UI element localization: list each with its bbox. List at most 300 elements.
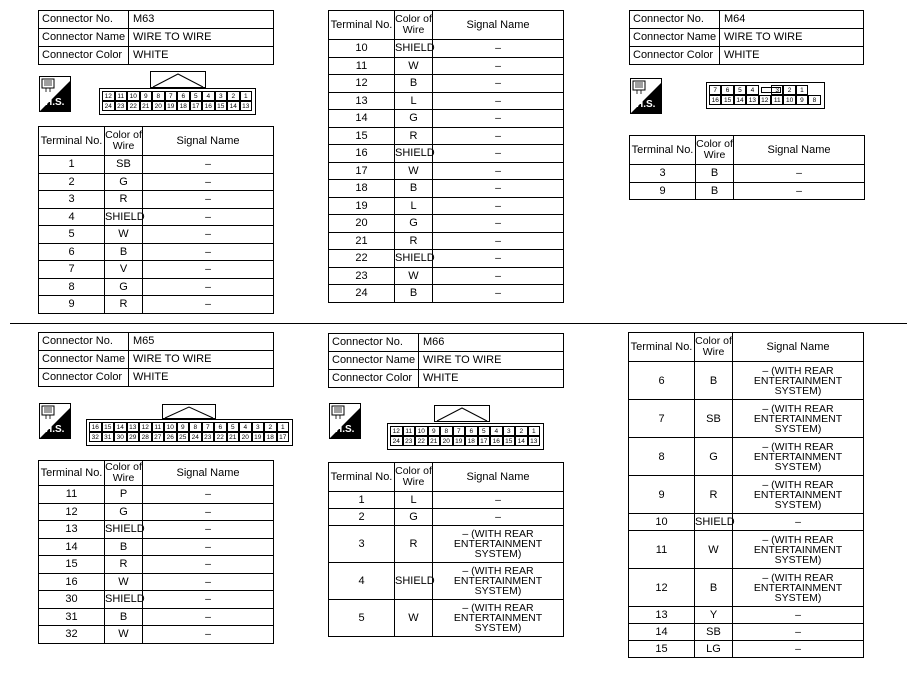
header-terminal-no: Terminal No. xyxy=(39,461,105,486)
table-row xyxy=(39,556,274,574)
terminal-no-cell: 5 xyxy=(39,226,105,244)
signal-name-cell: – xyxy=(433,162,564,180)
terminal-no-cell: 14 xyxy=(39,538,105,556)
hs-icon xyxy=(39,76,71,112)
wire-color-cell: P xyxy=(105,486,143,504)
terminal-no-cell: 23 xyxy=(329,267,395,285)
connector-pin: 16 xyxy=(709,95,721,105)
table-row xyxy=(329,509,564,526)
table-row xyxy=(629,569,864,607)
wire-color-cell: B xyxy=(696,165,734,183)
connector-pin: 12 xyxy=(139,422,152,432)
connector-pin: 14 xyxy=(114,422,127,432)
signal-name-cell: – xyxy=(433,127,564,145)
signal-name-cell: – xyxy=(433,509,564,526)
wire-color-cell: R xyxy=(105,556,143,574)
table-row xyxy=(629,514,864,531)
connector-pin: 17 xyxy=(478,436,491,446)
connector-no-label: Connector No. xyxy=(39,333,129,351)
terminal-no-cell: 5 xyxy=(329,600,395,637)
terminal-no-cell: 32 xyxy=(39,626,105,644)
connector-pin: 11 xyxy=(771,95,783,105)
terminal-no-cell: 4 xyxy=(39,208,105,226)
connector-no: M66 xyxy=(419,334,564,352)
table-row xyxy=(329,57,564,75)
connector-name: WIRE TO WIRE xyxy=(720,29,864,47)
wire-color-cell: B xyxy=(695,569,733,607)
hs-label: H.S. xyxy=(636,99,656,110)
table-row xyxy=(629,641,864,658)
wire-color-cell: L xyxy=(395,492,433,509)
table-row xyxy=(39,538,274,556)
table-row xyxy=(329,563,564,600)
wire-color-cell: LG xyxy=(695,641,733,658)
wire-color-cell: B xyxy=(395,285,433,303)
connector-pin: 23 xyxy=(115,101,128,111)
connector-pin: 22 xyxy=(214,432,227,442)
wire-color-cell: SHIELD xyxy=(395,563,433,600)
table-row xyxy=(39,573,274,591)
hs-icon xyxy=(39,403,71,439)
wire-color-cell: G xyxy=(105,503,143,521)
table-row xyxy=(329,285,564,303)
table-row xyxy=(629,624,864,641)
header-terminal-no: Terminal No. xyxy=(329,11,395,40)
signal-name-cell: – xyxy=(143,226,274,244)
connector-lock-tab xyxy=(434,405,490,422)
connector-pin: 26 xyxy=(164,432,177,442)
wire-color-cell: B xyxy=(105,243,143,261)
signal-name-cell: – xyxy=(143,538,274,556)
connector-pin: 29 xyxy=(127,432,140,442)
connector-pin: 15 xyxy=(721,95,733,105)
header-color-of-wire: Color of Wire xyxy=(395,463,433,492)
terminal-no-cell: 15 xyxy=(329,127,395,145)
wire-color-cell: SHIELD xyxy=(105,521,143,539)
wire-color-cell: G xyxy=(695,438,733,476)
connector-pin: 11 xyxy=(115,91,128,101)
wire-color-cell: R xyxy=(695,476,733,514)
connector-pin: 5 xyxy=(190,91,203,101)
header-signal-name: Signal Name xyxy=(143,461,274,486)
signal-name-cell: – xyxy=(143,591,274,609)
table-row xyxy=(39,208,274,226)
connector-pin: 7 xyxy=(709,85,721,95)
connector-info-m65 xyxy=(38,332,274,387)
terminal-table-container xyxy=(628,332,864,658)
hs-icon xyxy=(630,78,662,114)
wire-color-cell: W xyxy=(105,626,143,644)
terminal-no-cell: 7 xyxy=(629,400,695,438)
terminal-no-cell: 9 xyxy=(39,296,105,314)
terminal-no-cell: 9 xyxy=(629,476,695,514)
connector-pin: 18 xyxy=(177,101,190,111)
signal-name-cell: – xyxy=(143,156,274,174)
connector-pin: 3 xyxy=(252,422,265,432)
signal-name-cell: – xyxy=(433,492,564,509)
hs-label: H.S. xyxy=(45,424,65,435)
header-signal-name: Signal Name xyxy=(433,11,564,40)
connector-name: WIRE TO WIRE xyxy=(129,351,274,369)
connector-pin: 4 xyxy=(490,426,503,436)
table-row xyxy=(329,526,564,563)
signal-name-cell: – xyxy=(143,278,274,296)
table-row xyxy=(329,267,564,285)
wire-color-cell: B xyxy=(395,75,433,93)
table-row xyxy=(329,232,564,250)
connector-pin: 12 xyxy=(390,426,403,436)
terminal-no-cell: 22 xyxy=(329,250,395,268)
connector-info-m66 xyxy=(328,333,564,388)
table-row xyxy=(329,197,564,215)
wire-color-cell: W xyxy=(395,600,433,637)
connector-pin: 12 xyxy=(759,95,771,105)
header-signal-name: Signal Name xyxy=(733,333,864,362)
connector-pin: 14 xyxy=(227,101,240,111)
connector-color: WHITE xyxy=(720,47,864,65)
signal-name-cell: – xyxy=(143,261,274,279)
signal-name-cell: – xyxy=(433,75,564,93)
wire-color-cell: SHIELD xyxy=(105,208,143,226)
connector-pin: 2 xyxy=(264,422,277,432)
signal-name-cell: – xyxy=(733,607,864,624)
connector-color-label: Connector Color xyxy=(39,369,129,387)
connector-pin: 14 xyxy=(515,436,528,446)
wire-color-cell: SHIELD xyxy=(395,145,433,163)
connector-pin: 16 xyxy=(202,101,215,111)
connector-pin: 21 xyxy=(140,101,153,111)
table-row xyxy=(39,608,274,626)
header-color-of-wire: Color of Wire xyxy=(696,136,734,165)
signal-name-cell: – xyxy=(143,243,274,261)
connector-pin: 15 xyxy=(503,436,516,446)
connector-pin: 4 xyxy=(746,85,758,95)
terminal-no-cell: 16 xyxy=(329,145,395,163)
table-row xyxy=(39,591,274,609)
signal-name-cell: – xyxy=(143,556,274,574)
terminal-no-cell: 15 xyxy=(39,556,105,574)
terminal-no-cell: 1 xyxy=(329,492,395,509)
terminal-table-container xyxy=(38,126,274,314)
header-color-of-wire: Color of Wire xyxy=(105,461,142,484)
connector-pin: 25 xyxy=(177,432,190,442)
connector-no: M63 xyxy=(129,11,274,29)
table-row xyxy=(39,278,274,296)
signal-name-cell: – xyxy=(143,208,274,226)
wire-color-cell: SB xyxy=(695,400,733,438)
wire-color-cell: W xyxy=(395,162,433,180)
signal-name-cell: – xyxy=(143,296,274,314)
connector-pin: 7 xyxy=(453,426,466,436)
terminal-no-cell: 15 xyxy=(629,641,695,658)
signal-name-cell: – xyxy=(143,486,274,504)
wire-color-cell: Y xyxy=(695,607,733,624)
connector-pin: 9 xyxy=(177,422,190,432)
connector-no: M65 xyxy=(129,333,274,351)
connector-color: WHITE xyxy=(419,370,564,388)
connector-pin: 13 xyxy=(127,422,140,432)
terminal-no-cell: 3 xyxy=(39,191,105,209)
wire-color-cell: W xyxy=(695,531,733,569)
signal-name-cell: – xyxy=(143,173,274,191)
table-row xyxy=(630,182,865,200)
connector-pin: 16 xyxy=(89,422,102,432)
signal-name-cell: – xyxy=(143,626,274,644)
wire-color-cell: R xyxy=(105,191,143,209)
terminal-no-cell: 14 xyxy=(329,110,395,128)
terminal-no-cell: 31 xyxy=(39,608,105,626)
table-row xyxy=(39,173,274,191)
terminal-no-cell: 21 xyxy=(329,232,395,250)
connector-info-m63 xyxy=(38,10,274,65)
wire-color-cell: V xyxy=(105,261,143,279)
connector-pin: 9 xyxy=(796,95,808,105)
connector-pin: 7 xyxy=(202,422,215,432)
connector-color: WHITE xyxy=(129,369,274,387)
wire-color-cell: L xyxy=(395,92,433,110)
connector-pin: 19 xyxy=(252,432,265,442)
signal-name-cell: – (WITH REAR ENTERTAINMENT SYSTEM) xyxy=(733,362,864,400)
connector-pin: 2 xyxy=(227,91,240,101)
connector-pin: 24 xyxy=(390,436,403,446)
signal-name-cell: – xyxy=(143,608,274,626)
connector-pin: 11 xyxy=(403,426,416,436)
table-row xyxy=(629,476,864,514)
header-color-of-wire: Color of Wire xyxy=(395,11,433,40)
connector-pin: 21 xyxy=(428,436,441,446)
hs-label: H.S. xyxy=(45,97,65,108)
connector-pin: 21 xyxy=(227,432,240,442)
connector-pin: 19 xyxy=(453,436,466,446)
connector-info-m64 xyxy=(629,10,864,65)
terminal-table xyxy=(328,462,564,637)
header-signal-name: Signal Name xyxy=(433,463,564,492)
connector-pin: 8 xyxy=(808,95,820,105)
header-color-of-wire: Color of Wire xyxy=(695,333,733,362)
connector-color-label: Connector Color xyxy=(630,47,720,65)
wire-color-cell: G xyxy=(105,278,143,296)
header-signal-name: Signal Name xyxy=(143,127,274,156)
connector-pin: 3 xyxy=(215,91,228,101)
wire-color-cell: W xyxy=(105,573,143,591)
signal-name-cell: – xyxy=(734,165,865,183)
signal-name-cell: – (WITH REAR ENTERTAINMENT SYSTEM) xyxy=(433,600,564,637)
signal-name-cell: – xyxy=(433,285,564,303)
connector-name-label: Connector Name xyxy=(39,351,129,369)
table-row xyxy=(329,110,564,128)
connector-name-label: Connector Name xyxy=(630,29,720,47)
table-row xyxy=(329,492,564,509)
connector-pin: 32 xyxy=(89,432,102,442)
header-terminal-no: Terminal No. xyxy=(39,127,105,156)
signal-name-cell: – xyxy=(433,110,564,128)
connector-pin: 15 xyxy=(102,422,115,432)
wire-color-cell: B xyxy=(696,182,734,200)
terminal-no-cell: 10 xyxy=(629,514,695,531)
connector-pin: 10 xyxy=(164,422,177,432)
signal-name-cell: – xyxy=(433,57,564,75)
connector-pin: 8 xyxy=(152,91,165,101)
connector-pin: 30 xyxy=(114,432,127,442)
connector-pin: 1 xyxy=(796,85,808,95)
wire-color-cell: R xyxy=(105,296,143,314)
terminal-no-cell: 12 xyxy=(629,569,695,607)
terminal-table xyxy=(628,332,864,658)
terminal-no-cell: 6 xyxy=(39,243,105,261)
connector-pin: 12 xyxy=(102,91,115,101)
table-row xyxy=(39,191,274,209)
terminal-table xyxy=(38,126,274,314)
terminal-no-cell: 7 xyxy=(39,261,105,279)
wire-color-cell: W xyxy=(395,57,433,75)
terminal-no-cell: 19 xyxy=(329,197,395,215)
signal-name-cell: – (WITH REAR ENTERTAINMENT SYSTEM) xyxy=(733,476,864,514)
connector-pin: 17 xyxy=(190,101,203,111)
connector-pin: 17 xyxy=(277,432,290,442)
signal-name-cell: – xyxy=(433,180,564,198)
connector-pin: 31 xyxy=(102,432,115,442)
signal-name-cell: – xyxy=(433,232,564,250)
terminal-no-cell: 6 xyxy=(629,362,695,400)
connector-pin: 7 xyxy=(165,91,178,101)
table-row xyxy=(629,438,864,476)
table-row xyxy=(629,362,864,400)
connector-pin: 20 xyxy=(239,432,252,442)
signal-name-cell: – (WITH REAR ENTERTAINMENT SYSTEM) xyxy=(433,526,564,563)
terminal-table-container xyxy=(629,135,865,200)
wire-color-cell: R xyxy=(395,127,433,145)
terminal-no-cell: 11 xyxy=(629,531,695,569)
connector-name-label: Connector Name xyxy=(39,29,129,47)
connector-pin: 27 xyxy=(152,432,165,442)
signal-name-cell: – xyxy=(143,521,274,539)
signal-name-cell: – xyxy=(143,503,274,521)
wire-color-cell: SHIELD xyxy=(395,40,433,58)
connector-pin: 23 xyxy=(403,436,416,446)
connector-name: WIRE TO WIRE xyxy=(419,352,564,370)
table-row xyxy=(329,180,564,198)
connector-color: WHITE xyxy=(129,47,274,65)
connector-pin: 18 xyxy=(264,432,277,442)
table-row xyxy=(39,156,274,174)
connector-pin: 22 xyxy=(127,101,140,111)
connector-pin: 4 xyxy=(239,422,252,432)
terminal-no-cell: 24 xyxy=(329,285,395,303)
table-row xyxy=(329,250,564,268)
wire-color-cell: B xyxy=(395,180,433,198)
connector-pin: 8 xyxy=(189,422,202,432)
terminal-no-cell: 1 xyxy=(39,156,105,174)
connector-diagram-m64 xyxy=(706,83,824,107)
table-row xyxy=(39,486,274,504)
connector-pin: 10 xyxy=(415,426,428,436)
wire-color-cell: SB xyxy=(105,156,143,174)
connector-pin: 14 xyxy=(734,95,746,105)
connector-no-label: Connector No. xyxy=(39,11,129,29)
connector-pin: 11 xyxy=(152,422,165,432)
table-row xyxy=(39,626,274,644)
connector-pin: 20 xyxy=(440,436,453,446)
connector-pin: 9 xyxy=(140,91,153,101)
signal-name-cell: – xyxy=(734,182,865,200)
terminal-no-cell: 18 xyxy=(329,180,395,198)
wire-color-cell: B xyxy=(105,538,143,556)
connector-pin: 5 xyxy=(227,422,240,432)
signal-name-cell: – xyxy=(143,573,274,591)
wire-color-cell: W xyxy=(395,267,433,285)
wire-color-cell: SHIELD xyxy=(695,514,733,531)
connector-pin: 20 xyxy=(152,101,165,111)
terminal-no-cell: 16 xyxy=(39,573,105,591)
terminal-table-container xyxy=(328,10,564,303)
table-row xyxy=(39,296,274,314)
terminal-no-cell: 8 xyxy=(39,278,105,296)
signal-name-cell: – (WITH REAR ENTERTAINMENT SYSTEM) xyxy=(433,563,564,600)
terminal-no-cell: 2 xyxy=(329,509,395,526)
connector-pin: 18 xyxy=(465,436,478,446)
connector-pin: 8 xyxy=(440,426,453,436)
connector-pin: 5 xyxy=(478,426,491,436)
connector-pin: 10 xyxy=(127,91,140,101)
terminal-no-cell: 14 xyxy=(629,624,695,641)
wire-color-cell: G xyxy=(395,509,433,526)
terminal-no-cell: 13 xyxy=(329,92,395,110)
terminal-no-cell: 12 xyxy=(39,503,105,521)
header-terminal-no: Terminal No. xyxy=(630,136,696,165)
wire-color-cell: G xyxy=(395,110,433,128)
connector-no-label: Connector No. xyxy=(329,334,419,352)
terminal-no-cell: 20 xyxy=(329,215,395,233)
table-row xyxy=(329,145,564,163)
hs-icon xyxy=(329,403,361,439)
terminal-table-container xyxy=(328,462,564,637)
connector-name-label: Connector Name xyxy=(329,352,419,370)
connector-no-label: Connector No. xyxy=(630,11,720,29)
terminal-no-cell: 13 xyxy=(629,607,695,624)
signal-name-cell: – xyxy=(733,624,864,641)
signal-name-cell: – xyxy=(733,641,864,658)
terminal-table xyxy=(38,460,274,644)
terminal-no-cell: 8 xyxy=(629,438,695,476)
connector-pin: 6 xyxy=(214,422,227,432)
signal-name-cell: – xyxy=(433,92,564,110)
connector-pin: 1 xyxy=(240,91,253,101)
signal-name-cell: – xyxy=(143,191,274,209)
connector-pin: 24 xyxy=(102,101,115,111)
signal-name-cell: – xyxy=(433,215,564,233)
connector-diagram-m63 xyxy=(98,71,254,115)
header-signal-name: Signal Name xyxy=(734,136,865,165)
terminal-no-cell: 4 xyxy=(329,563,395,600)
connector-pin: 22 xyxy=(415,436,428,446)
connector-pin: 6 xyxy=(721,85,733,95)
connector-pin: 13 xyxy=(240,101,253,111)
wire-color-cell: R xyxy=(395,526,433,563)
table-row xyxy=(329,92,564,110)
connector-pin: 16 xyxy=(490,436,503,446)
terminal-no-cell: 9 xyxy=(630,182,696,200)
wire-color-cell: G xyxy=(395,215,433,233)
table-row xyxy=(629,531,864,569)
table-row xyxy=(329,600,564,637)
wire-color-cell: L xyxy=(395,197,433,215)
connector-pin: 23 xyxy=(202,432,215,442)
connector-pin: 4 xyxy=(202,91,215,101)
terminal-table xyxy=(629,135,865,200)
connector-pin: 24 xyxy=(189,432,202,442)
connector-pin: 3 xyxy=(771,85,783,95)
signal-name-cell: – xyxy=(433,267,564,285)
